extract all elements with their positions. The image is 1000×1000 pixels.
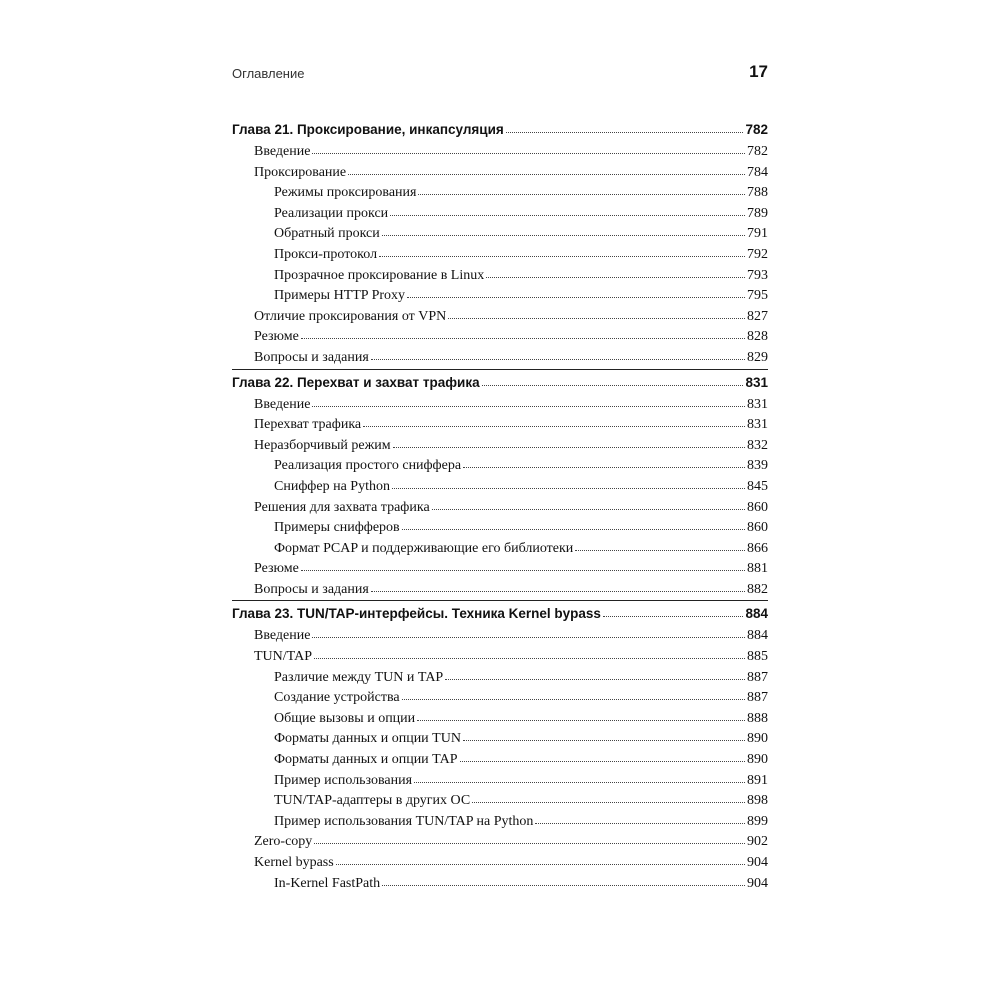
toc-entry-title: Резюме — [254, 561, 299, 577]
dot-leader — [460, 761, 745, 762]
toc-entry-page: 788 — [747, 185, 768, 201]
toc-entry-page: 831 — [745, 374, 768, 390]
dot-leader — [463, 740, 745, 741]
toc-entry[interactable] — [232, 245, 768, 266]
toc-entry-page: 784 — [747, 164, 768, 180]
dot-leader — [603, 616, 744, 617]
dot-leader — [482, 385, 744, 386]
toc-entry-title: Введение — [254, 396, 311, 412]
toc-entry[interactable] — [232, 709, 768, 730]
toc-entry-page: 881 — [747, 561, 768, 577]
toc-entry-page: 902 — [747, 834, 768, 850]
toc-entry-page: 793 — [747, 267, 768, 283]
toc-entry-page: 904 — [747, 875, 768, 891]
toc-entry-page: 898 — [747, 793, 768, 809]
dot-leader — [448, 318, 745, 319]
toc-entry-page: 885 — [747, 649, 768, 665]
dot-leader — [312, 637, 745, 638]
toc-entry-title: Примеры HTTP Proxy — [274, 288, 406, 304]
toc-entry[interactable] — [232, 183, 768, 204]
dot-leader — [432, 509, 745, 510]
toc-entry-page: 789 — [747, 205, 768, 221]
toc-entry-title: Глава 23. TUN/TAP-интерфейсы. Техника Kernel bypass — [232, 606, 601, 622]
toc-entry-title: Глава 22. Перехват и захват трафика — [232, 374, 480, 390]
toc-entry[interactable] — [232, 498, 768, 519]
dot-leader — [379, 256, 745, 257]
toc-entry-title: Zero-copy — [254, 834, 313, 850]
toc-entry-page: 845 — [747, 478, 768, 494]
toc-entry-title: Прозрачное проксирование в Linux — [274, 267, 485, 283]
toc-entry-page: 795 — [747, 288, 768, 304]
toc-entry-page: 831 — [747, 396, 768, 412]
toc-entry[interactable] — [232, 539, 768, 560]
dot-leader — [382, 235, 745, 236]
toc-entry[interactable] — [232, 626, 768, 647]
dot-leader — [301, 338, 745, 339]
toc-entry-title: Неразборчивый режим — [254, 437, 391, 453]
toc-entry[interactable] — [232, 477, 768, 498]
dot-leader — [312, 153, 745, 154]
toc-chapter-heading[interactable] — [232, 602, 768, 626]
toc-entry-page: 904 — [747, 855, 768, 870]
dot-leader — [312, 406, 745, 407]
toc-entry[interactable] — [232, 456, 768, 477]
toc-entry-page: 832 — [747, 437, 768, 453]
toc-entry[interactable] — [232, 812, 768, 833]
toc-entry-page: 860 — [747, 520, 768, 536]
toc-entry-page: 866 — [747, 540, 768, 556]
dot-leader — [407, 297, 745, 298]
toc-chapter — [232, 369, 768, 601]
toc-entry-title: Отличие проксирования от VPN — [254, 308, 447, 324]
dot-leader — [402, 529, 745, 530]
toc-entry-page: 782 — [745, 122, 768, 137]
toc-entry-page: 782 — [747, 144, 768, 159]
dot-leader — [463, 467, 745, 468]
dot-leader — [363, 426, 745, 427]
toc-entry-title: Сниффер на Python — [274, 478, 390, 494]
toc-entry[interactable] — [232, 853, 768, 874]
toc-entry-title: Реализация простого сниффера — [274, 458, 462, 474]
toc-entry-page: 888 — [747, 710, 768, 726]
toc-entry[interactable] — [232, 204, 768, 225]
toc-entry-page: 829 — [747, 349, 768, 365]
toc-entry[interactable] — [232, 436, 768, 457]
toc-entry-title: Режимы проксирования — [274, 185, 417, 201]
toc-entry-page: 887 — [747, 690, 768, 706]
toc-entry[interactable] — [232, 307, 768, 328]
dot-leader — [575, 550, 745, 551]
toc-entry[interactable] — [232, 224, 768, 245]
toc-entry-page: 890 — [747, 752, 768, 768]
toc-entry[interactable] — [232, 559, 768, 580]
toc-entry[interactable] — [232, 580, 768, 601]
toc-entry-title: Резюме — [254, 329, 299, 345]
toc-entry-title: Создание устройства — [274, 690, 400, 706]
toc-entry-page: 792 — [747, 246, 768, 262]
toc-entry[interactable] — [232, 266, 768, 287]
toc-entry-title: TUN/TAP — [254, 649, 312, 665]
dot-leader — [414, 782, 745, 783]
dot-leader — [382, 885, 745, 886]
toc-entry-title: Общие вызовы и опции — [274, 710, 416, 726]
toc-entry[interactable] — [232, 395, 768, 416]
dot-leader — [314, 843, 745, 844]
dot-leader — [301, 570, 745, 571]
toc-entry[interactable] — [232, 647, 768, 668]
toc-entry[interactable] — [232, 348, 768, 369]
toc-entry-title: Обратный прокси — [274, 226, 380, 242]
toc-entry[interactable] — [232, 729, 768, 750]
toc-entry[interactable] — [232, 415, 768, 436]
toc-entry-title: Примеры снифферов — [274, 520, 400, 536]
toc-entry-page: 884 — [745, 606, 768, 622]
toc-entry[interactable] — [232, 688, 768, 709]
toc-entry-title: Форматы данных и опции TAP — [274, 752, 458, 768]
toc-entry-page: 827 — [747, 308, 768, 324]
table-of-contents — [232, 117, 768, 894]
toc-entry-title: Вопросы и задания — [254, 349, 369, 365]
toc-entry-title: Kernel bypass — [254, 855, 334, 870]
page-number: 17 — [749, 62, 768, 81]
toc-entry-page: 791 — [747, 226, 768, 242]
toc-entry-page: 899 — [747, 813, 768, 829]
toc-entry-page: 882 — [747, 581, 768, 597]
dot-leader — [417, 720, 745, 721]
section-title: Оглавление — [232, 66, 305, 81]
toc-entry-title: Решения для захвата трафика — [254, 499, 430, 515]
dot-leader — [392, 488, 745, 489]
toc-entry-page: 828 — [747, 329, 768, 345]
toc-entry-title: Перехват трафика — [254, 417, 362, 433]
dot-leader — [472, 802, 745, 803]
dot-leader — [535, 823, 745, 824]
toc-entry[interactable] — [232, 518, 768, 539]
toc-entry-title: Форматы данных и опции TUN — [274, 731, 461, 747]
toc-entry-title: Введение — [254, 144, 311, 159]
toc-entry-title: Прокси-протокол — [274, 246, 378, 262]
toc-entry-title: Введение — [254, 628, 311, 644]
toc-entry[interactable] — [232, 832, 768, 853]
toc-entry[interactable] — [232, 874, 768, 895]
toc-entry-title: Пример использования TUN/TAP на Python — [274, 813, 534, 829]
dot-leader — [393, 447, 745, 448]
dot-leader — [418, 194, 745, 195]
toc-entry[interactable] — [232, 791, 768, 812]
toc-chapter — [232, 600, 768, 894]
toc-chapter-heading[interactable] — [232, 371, 768, 395]
toc-entry[interactable] — [232, 286, 768, 307]
toc-entry[interactable] — [232, 142, 768, 163]
toc-entry-page: 891 — [747, 772, 768, 788]
toc-entry-title: In-Kernel FastPath — [274, 875, 381, 891]
toc-entry-page: 884 — [747, 628, 768, 644]
toc-entry[interactable] — [232, 668, 768, 689]
toc-entry[interactable] — [232, 750, 768, 771]
toc-chapter — [232, 118, 768, 369]
dot-leader — [336, 864, 745, 865]
toc-entry-page: 860 — [747, 499, 768, 515]
toc-entry[interactable] — [232, 163, 768, 184]
dot-leader — [506, 132, 744, 133]
dot-leader — [314, 658, 745, 659]
toc-entry-title: Реализации прокси — [274, 205, 389, 221]
toc-entry[interactable] — [232, 327, 768, 348]
toc-entry[interactable] — [232, 771, 768, 792]
dot-leader — [445, 679, 745, 680]
toc-entry-title: Глава 21. Проксирование, инкапсуляция — [232, 122, 504, 137]
toc-entry-page: 831 — [747, 417, 768, 433]
dot-leader — [402, 699, 745, 700]
toc-entry-title: Различие между TUN и TAP — [274, 669, 444, 685]
toc-entry-title: Формат PCAP и поддерживающие его библиотеки — [274, 540, 574, 556]
toc-entry-page: 887 — [747, 669, 768, 685]
toc-entry-page: 890 — [747, 731, 768, 747]
toc-entry-title: Пример использования — [274, 772, 413, 788]
running-header — [232, 62, 768, 88]
dot-leader — [348, 174, 745, 175]
dot-leader — [486, 277, 745, 278]
toc-entry-title: TUN/TAP-адаптеры в других ОС — [274, 793, 471, 809]
dot-leader — [371, 359, 745, 360]
toc-entry-title: Проксирование — [254, 164, 347, 180]
toc-entry-page: 839 — [747, 458, 768, 474]
dot-leader — [390, 215, 745, 216]
dot-leader — [371, 591, 745, 592]
toc-chapter-heading[interactable] — [232, 118, 768, 142]
toc-entry-title: Вопросы и задания — [254, 581, 369, 597]
